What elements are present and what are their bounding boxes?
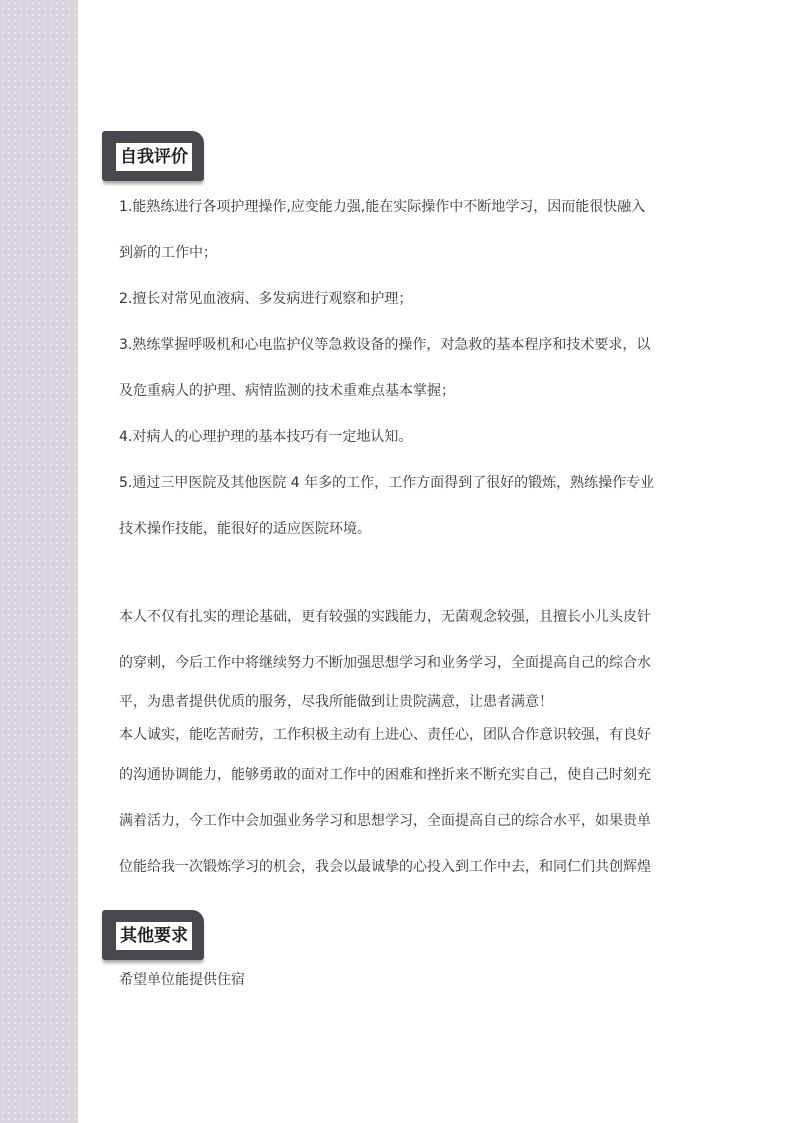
paragraph-line: 本人不仅有扎实的理论基础，更有较强的实践能力，无菌观念较强，且擅长小儿头皮针 — [119, 609, 651, 625]
other-requirements-content — [119, 968, 679, 992]
self-evaluation-content — [119, 184, 679, 890]
list-line: 4.对病人的心理护理的基本技巧有一定地认知。 — [119, 429, 413, 445]
paragraph-line: 的穿刺，今后工作中将继续努力不断加强思想学习和业务学习，全面提高自己的综合水 — [119, 655, 651, 671]
other-requirements-text: 希望单位能提供住宿 — [119, 972, 245, 988]
list-line: 2.擅长对常见血液病、多发病进行观察和护理； — [119, 291, 413, 307]
paragraph-line: 位能给我一次锻炼学习的机会，我会以最诚挚的心投入到工作中去，和同仁们共创辉煌 — [119, 859, 651, 875]
self-evaluation-heading: 自我评价 — [116, 143, 192, 171]
decorative-sidebar — [0, 0, 78, 1123]
list-line: 5.通过三甲医院及其他医院 4 年多的工作，工作方面得到了很好的锻炼，熟练操作专业 — [119, 475, 655, 491]
paragraph-line: 本人诚实，能吃苦耐劳，工作积极主动有上进心、责任心，团队合作意识较强，有良好 — [119, 727, 651, 743]
paragraph-line: 平，为患者提供优质的服务，尽我所能做到让贵院满意，让患者满意！ — [119, 694, 553, 710]
list-line: 1.能熟练进行各项护理操作,应变能力强,能在实际操作中不断地学习，因而能很快融入 — [119, 199, 646, 215]
section-heading-other-requirements — [102, 910, 204, 960]
list-line: 3.熟练掌握呼吸机和心电监护仪等急救设备的操作，对急救的基本程序和技术要求，以 — [119, 337, 651, 353]
list-line: 到新的工作中； — [119, 245, 217, 261]
paragraph-line: 满着活力，今工作中会加强业务学习和思想学习，全面提高自己的综合水平，如果贵单 — [119, 813, 651, 829]
paragraph-gap — [119, 552, 679, 594]
paragraph-line: 的沟通协调能力，能够勇敢的面对工作中的困难和挫折来不断充实自己，使自己时刻充 — [119, 767, 651, 783]
list-line: 及危重病人的护理、病情监测的技术重难点基本掌握； — [119, 383, 455, 399]
list-line: 技术操作技能，能很好的适应医院环境。 — [119, 521, 371, 537]
other-requirements-heading: 其他要求 — [116, 922, 192, 950]
section-heading-self-evaluation — [102, 131, 204, 181]
